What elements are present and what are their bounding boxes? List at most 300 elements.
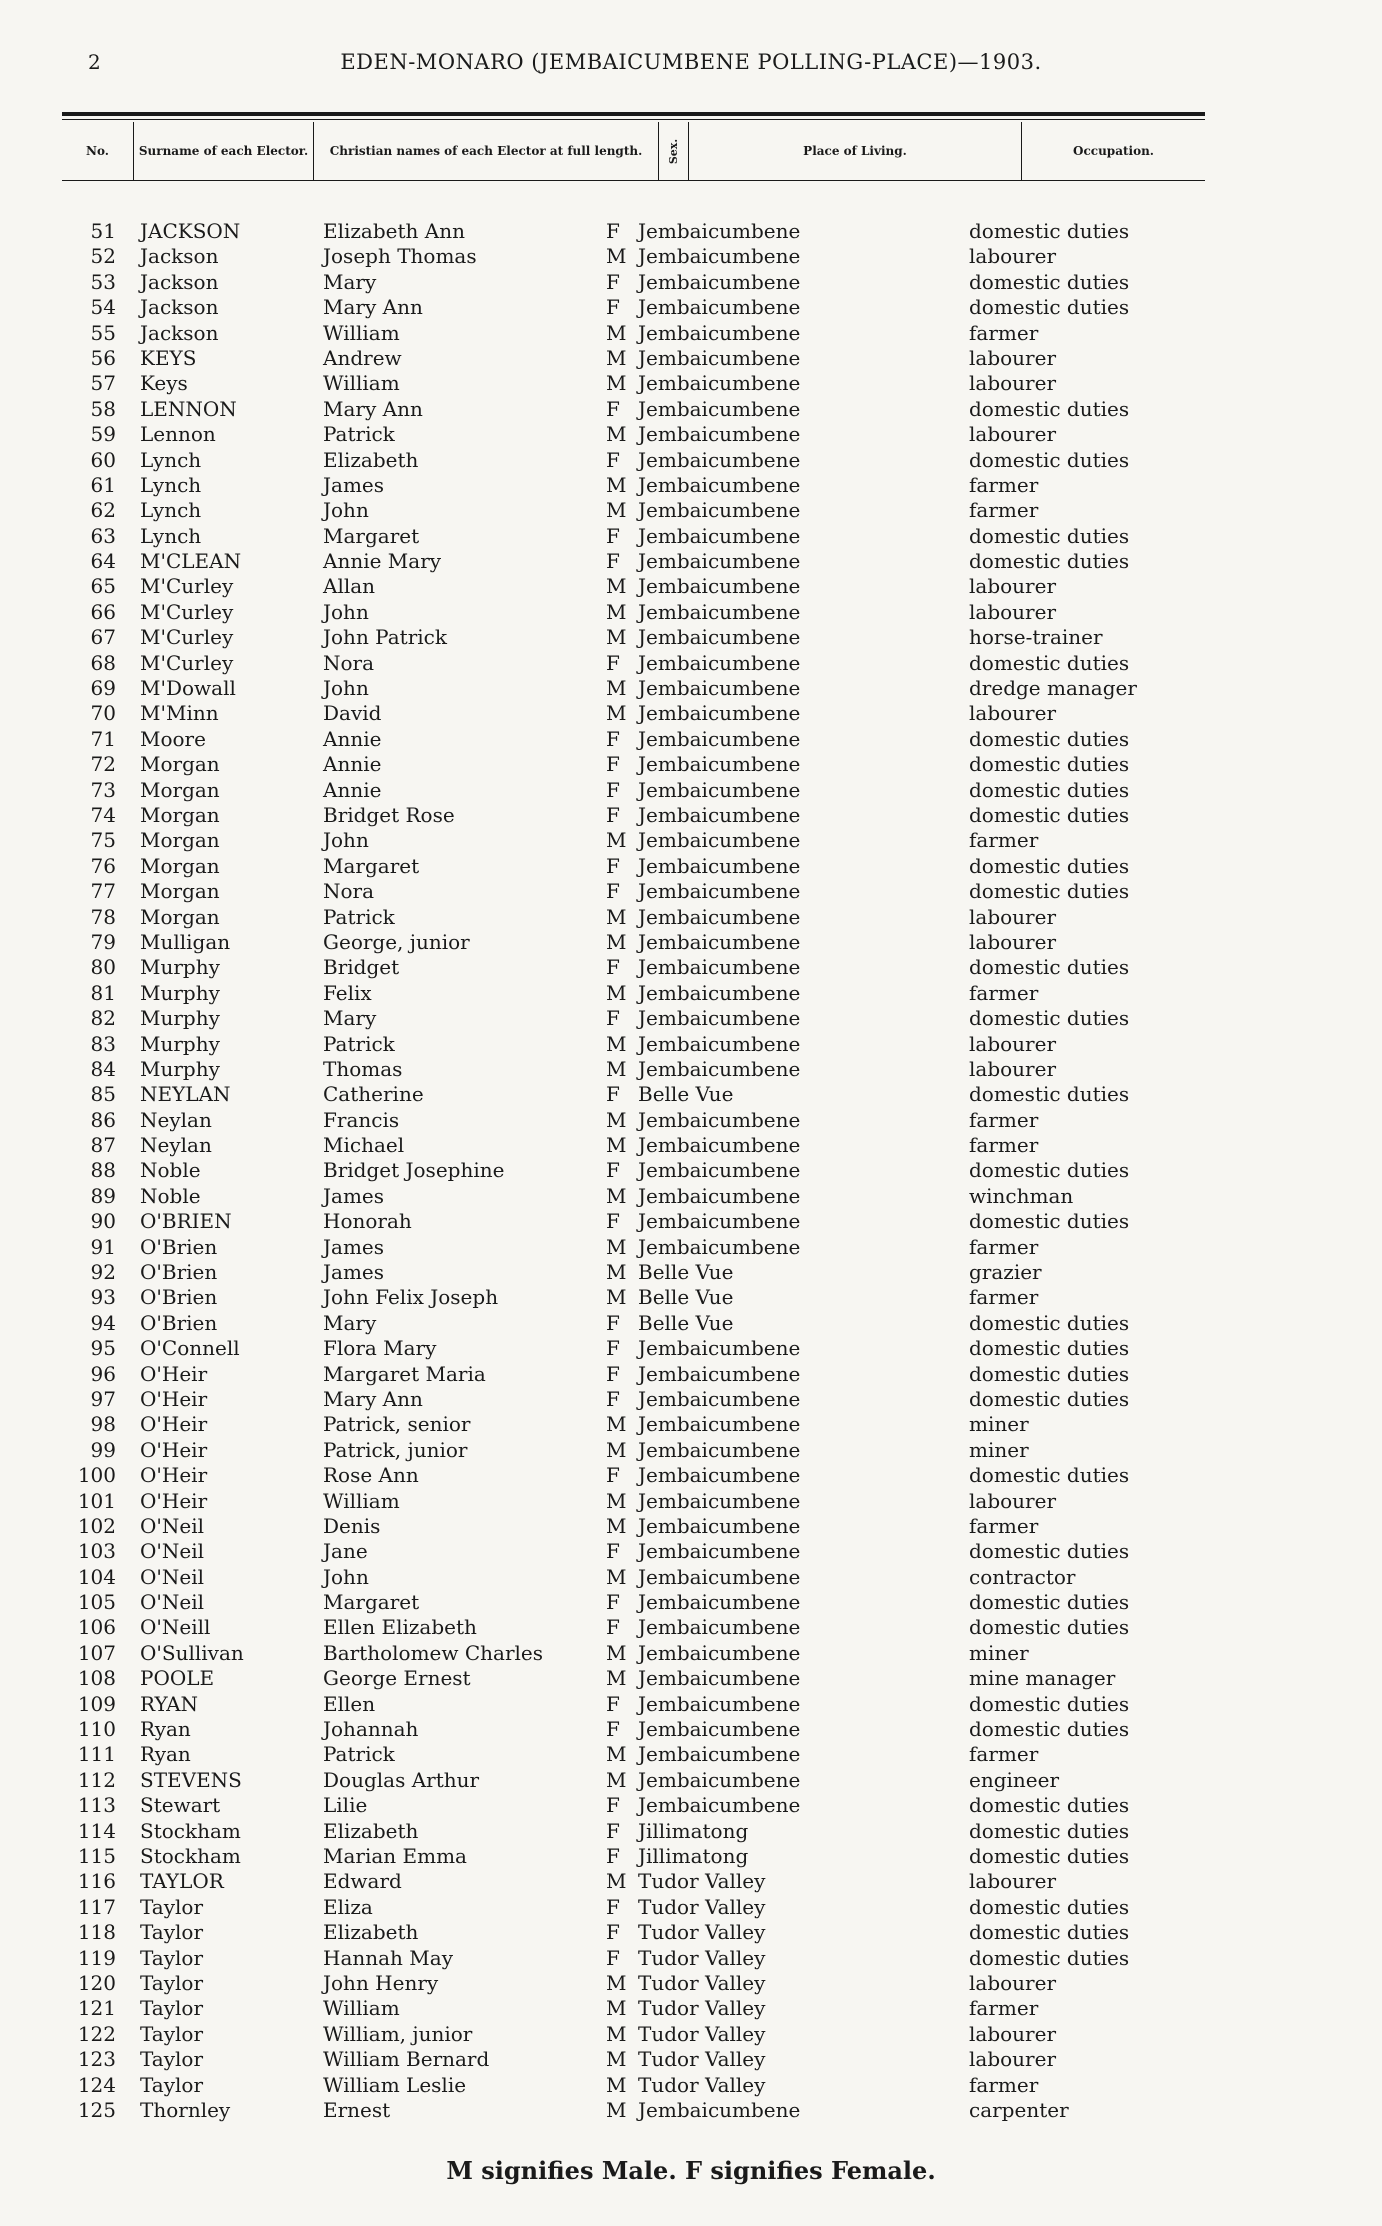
cell-sex: M — [606, 472, 627, 497]
cell-sex: M — [606, 1412, 627, 1437]
table-row — [0, 270, 1382, 295]
cell-surname: Taylor — [140, 1894, 204, 1919]
cell-sex: M — [606, 1107, 627, 1132]
cell-sex: F — [606, 1082, 620, 1107]
cell-christian: George, junior — [323, 929, 470, 954]
table-row — [0, 448, 1382, 473]
table-row — [0, 625, 1382, 650]
cell-surname: Morgan — [140, 752, 220, 777]
cell-occupation: farmer — [969, 1742, 1039, 1767]
cell-occupation: labourer — [969, 1056, 1057, 1081]
cell-christian: Rose Ann — [323, 1463, 419, 1488]
cell-occupation: domestic duties — [969, 955, 1130, 980]
table-row — [0, 321, 1382, 346]
cell-sex: F — [606, 1717, 620, 1742]
cell-place: Jembaicumbene — [638, 802, 801, 827]
cell-surname: O'BRIEN — [140, 1209, 232, 1234]
cell-place: Jembaicumbene — [638, 1234, 801, 1259]
cell-surname: O'Connell — [140, 1336, 240, 1361]
cell-surname: O'Heir — [140, 1412, 208, 1437]
cell-christian: Patrick, senior — [323, 1412, 471, 1437]
cell-surname: Ryan — [140, 1742, 191, 1767]
cell-place: Jembaicumbene — [638, 1513, 801, 1538]
cell-surname: Stockham — [140, 1818, 241, 1843]
cell-place: Jembaicumbene — [638, 1107, 801, 1132]
cell-place: Jembaicumbene — [638, 1640, 801, 1665]
cell-sex: M — [606, 1742, 627, 1767]
cell-occupation: labourer — [969, 1869, 1057, 1894]
cell-place: Tudor Valley — [638, 2072, 766, 2097]
table-row — [0, 244, 1382, 269]
table-row — [0, 701, 1382, 726]
cell-surname: KEYS — [140, 345, 197, 370]
cell-surname: Morgan — [140, 904, 220, 929]
cell-occupation: farmer — [969, 320, 1039, 345]
cell-surname: Jackson — [140, 244, 219, 269]
cell-sex: M — [606, 1869, 627, 1894]
cell-christian: Andrew — [323, 345, 402, 370]
cell-surname: Stockham — [140, 1844, 241, 1868]
cell-occupation: labourer — [969, 345, 1057, 370]
cell-place: Jembaicumbene — [638, 269, 801, 294]
cell-occupation: miner — [969, 1640, 1029, 1665]
table-row — [0, 549, 1382, 574]
cell-occupation: domestic duties — [969, 879, 1130, 904]
cell-occupation: domestic duties — [969, 1793, 1130, 1818]
cell-no: 73 — [90, 777, 116, 802]
cell-sex: M — [606, 2072, 627, 2097]
cell-sex: M — [606, 599, 627, 624]
cell-occupation: labourer — [969, 371, 1057, 396]
cell-no: 93 — [90, 1285, 116, 1310]
cell-surname: M'Dowall — [140, 676, 236, 701]
table-row — [0, 1489, 1382, 1514]
table-row — [0, 1387, 1382, 1412]
cell-surname: Moore — [140, 726, 206, 751]
cell-surname: Murphy — [140, 980, 220, 1005]
cell-christian: James — [323, 472, 385, 497]
cell-surname: Ryan — [140, 1717, 191, 1742]
cell-surname: M'Minn — [140, 701, 219, 726]
cell-sex: F — [606, 549, 620, 574]
cell-christian: David — [323, 701, 382, 726]
cell-sex: F — [606, 853, 620, 878]
cell-sex: M — [606, 625, 627, 650]
cell-no: 77 — [90, 879, 116, 904]
col-header-place: Place of Living. — [689, 122, 1022, 180]
cell-christian: Mary Ann — [323, 396, 423, 421]
cell-sex: F — [606, 295, 620, 320]
cell-christian: Elizabeth — [323, 447, 419, 472]
cell-surname: M'Curley — [140, 625, 234, 650]
cell-sex: F — [606, 1209, 620, 1234]
cell-no: 86 — [90, 1107, 116, 1132]
cell-no: 91 — [90, 1234, 116, 1259]
cell-sex: M — [606, 1031, 627, 1056]
cell-no: 111 — [77, 1742, 116, 1767]
cell-christian: Elizabeth — [323, 1920, 419, 1945]
cell-place: Jembaicumbene — [638, 676, 801, 701]
table-row — [0, 1463, 1382, 1488]
cell-sex: M — [606, 1996, 627, 2021]
cell-place: Jembaicumbene — [638, 726, 801, 751]
cell-place: Jembaicumbene — [638, 980, 801, 1005]
cell-christian: Bartholomew Charles — [323, 1640, 544, 1665]
cell-occupation: domestic duties — [969, 726, 1130, 751]
cell-no: 122 — [77, 2021, 116, 2046]
cell-occupation: labourer — [969, 929, 1057, 954]
cell-no: 92 — [90, 1260, 116, 1285]
cell-no: 123 — [77, 2047, 116, 2072]
cell-christian: William — [323, 371, 400, 396]
cell-no: 62 — [90, 498, 116, 523]
cell-place: Jembaicumbene — [638, 1488, 801, 1513]
cell-surname: O'Neil — [140, 1539, 205, 1564]
cell-sex: M — [606, 1488, 627, 1513]
cell-sex: M — [606, 980, 627, 1005]
cell-surname: Taylor — [140, 1920, 204, 1945]
cell-surname: O'Brien — [140, 1260, 218, 1285]
table-row — [0, 1869, 1382, 1894]
table-row — [0, 1768, 1382, 1793]
cell-place: Jembaicumbene — [638, 219, 801, 243]
cell-sex: F — [606, 1793, 620, 1818]
cell-surname: Noble — [140, 1183, 201, 1208]
table-row — [0, 397, 1382, 422]
cell-occupation: farmer — [969, 1285, 1039, 1310]
cell-sex: F — [606, 1920, 620, 1945]
sex-legend: M signifies Male. F signifies Female. — [446, 2156, 936, 2185]
cell-sex: F — [606, 879, 620, 904]
cell-occupation: domestic duties — [969, 1386, 1130, 1411]
table-row — [0, 1946, 1382, 1971]
cell-no: 51 — [90, 219, 116, 243]
cell-surname: Taylor — [140, 2021, 204, 2046]
cell-place: Jembaicumbene — [638, 1412, 801, 1437]
table-row — [0, 1666, 1382, 1691]
cell-surname: Lynch — [140, 472, 202, 497]
cell-sex: M — [606, 1513, 627, 1538]
cell-christian: Marian Emma — [323, 1844, 467, 1868]
cell-christian: William — [323, 320, 400, 345]
cell-christian: William, junior — [323, 2021, 473, 2046]
cell-christian: John — [323, 599, 369, 624]
cell-sex: F — [606, 1310, 620, 1335]
cell-place: Jembaicumbene — [638, 1539, 801, 1564]
cell-place: Jembaicumbene — [638, 1158, 801, 1183]
cell-occupation: miner — [969, 1412, 1029, 1437]
cell-no: 53 — [90, 269, 116, 294]
cell-sex: M — [606, 1133, 627, 1158]
cell-christian: James — [323, 1234, 385, 1259]
cell-surname: Keys — [140, 371, 188, 396]
cell-sex: F — [606, 219, 620, 243]
cell-no: 74 — [90, 802, 116, 827]
cell-occupation: labourer — [969, 1031, 1057, 1056]
cell-occupation: domestic duties — [969, 1945, 1130, 1970]
cell-christian: Patrick — [323, 1031, 395, 1056]
table-row — [0, 651, 1382, 676]
cell-place: Jembaicumbene — [638, 1666, 801, 1691]
cell-surname: Taylor — [140, 2072, 204, 2097]
cell-surname: LENNON — [140, 396, 237, 421]
cell-no: 79 — [90, 929, 116, 954]
cell-no: 119 — [77, 1945, 116, 1970]
table-row — [0, 2073, 1382, 2098]
cell-no: 55 — [90, 320, 116, 345]
cell-no: 114 — [77, 1818, 116, 1843]
table-row — [0, 1057, 1382, 1082]
cell-sex: F — [606, 1894, 620, 1919]
table-row — [0, 1260, 1382, 1285]
table-row — [0, 1108, 1382, 1133]
cell-no: 103 — [77, 1539, 116, 1564]
cell-occupation: grazier — [969, 1260, 1042, 1285]
cell-place: Jembaicumbene — [638, 1361, 801, 1386]
col-header-occupation: Occupation. — [1073, 143, 1154, 158]
cell-no: 116 — [77, 1869, 116, 1894]
table-row — [0, 2022, 1382, 2047]
cell-surname: O'Heir — [140, 1463, 208, 1488]
cell-place: Jembaicumbene — [638, 1691, 801, 1716]
cell-no: 60 — [90, 447, 116, 472]
cell-christian: John Felix Joseph — [323, 1285, 499, 1310]
cell-occupation: farmer — [969, 2072, 1039, 2097]
table-row — [0, 1362, 1382, 1387]
cell-occupation: domestic duties — [969, 1717, 1130, 1742]
cell-occupation: domestic duties — [969, 1615, 1130, 1640]
cell-occupation: domestic duties — [969, 1310, 1130, 1335]
cell-place: Jembaicumbene — [638, 574, 801, 599]
cell-sex: F — [606, 802, 620, 827]
cell-no: 61 — [90, 472, 116, 497]
cell-no: 78 — [90, 904, 116, 929]
cell-place: Jembaicumbene — [638, 498, 801, 523]
cell-occupation: labourer — [969, 599, 1057, 624]
cell-sex: F — [606, 1818, 620, 1843]
table-row — [0, 473, 1382, 498]
cell-place: Jembaicumbene — [638, 1742, 801, 1767]
cell-occupation: horse-trainer — [969, 625, 1103, 650]
table-row — [0, 930, 1382, 955]
cell-sex: F — [606, 1844, 620, 1868]
cell-christian: Mary Ann — [323, 295, 423, 320]
cell-christian: Mary Ann — [323, 1386, 423, 1411]
cell-surname: Noble — [140, 1158, 201, 1183]
cell-sex: F — [606, 1590, 620, 1615]
cell-occupation: domestic duties — [969, 1590, 1130, 1615]
cell-surname: M'CLEAN — [140, 549, 242, 574]
column-header-row — [62, 122, 1205, 181]
cell-sex: M — [606, 422, 627, 447]
cell-sex: F — [606, 1539, 620, 1564]
cell-sex: F — [606, 752, 620, 777]
table-row — [0, 879, 1382, 904]
cell-place: Belle Vue — [638, 1285, 734, 1310]
cell-occupation: farmer — [969, 980, 1039, 1005]
cell-christian: Margaret — [323, 1590, 420, 1615]
cell-place: Jembaicumbene — [638, 777, 801, 802]
cell-occupation: farmer — [969, 472, 1039, 497]
cell-occupation: farmer — [969, 1107, 1039, 1132]
cell-occupation: contractor — [969, 1564, 1076, 1589]
cell-surname: O'Brien — [140, 1285, 218, 1310]
table-row — [0, 676, 1382, 701]
cell-sex: F — [606, 1945, 620, 1970]
cell-place: Jembaicumbene — [638, 371, 801, 396]
cell-occupation: labourer — [969, 904, 1057, 929]
cell-place: Jembaicumbene — [638, 701, 801, 726]
cell-place: Jembaicumbene — [638, 879, 801, 904]
cell-sex: F — [606, 650, 620, 675]
cell-christian: Ellen Elizabeth — [323, 1615, 477, 1640]
cell-place: Jembaicumbene — [638, 904, 801, 929]
cell-sex: M — [606, 1260, 627, 1285]
cell-no: 63 — [90, 523, 116, 548]
cell-place: Jembaicumbene — [638, 1133, 801, 1158]
cell-christian: Allan — [323, 574, 376, 599]
cell-sex: M — [606, 929, 627, 954]
table-row — [0, 828, 1382, 853]
cell-christian: James — [323, 1183, 385, 1208]
cell-no: 113 — [77, 1793, 116, 1818]
cell-occupation: engineer — [969, 1767, 1060, 1792]
cell-place: Jembaicumbene — [638, 1183, 801, 1208]
cell-sex: M — [606, 1767, 627, 1792]
cell-sex: F — [606, 1463, 620, 1488]
table-row — [0, 1793, 1382, 1818]
cell-sex: F — [606, 1615, 620, 1640]
cell-occupation: domestic duties — [969, 1006, 1130, 1031]
cell-occupation: farmer — [969, 1133, 1039, 1158]
cell-surname: O'Heir — [140, 1437, 208, 1462]
cell-christian: Honorah — [323, 1209, 412, 1234]
cell-occupation: domestic duties — [969, 1209, 1130, 1234]
cell-no: 100 — [77, 1463, 116, 1488]
cell-place: Jembaicumbene — [638, 1437, 801, 1462]
table-row — [0, 1311, 1382, 1336]
cell-surname: Lynch — [140, 523, 202, 548]
cell-no: 80 — [90, 955, 116, 980]
cell-no: 124 — [77, 2072, 116, 2097]
table-row — [0, 803, 1382, 828]
cell-christian: Lilie — [323, 1793, 368, 1818]
table-row — [0, 422, 1382, 447]
cell-place: Jembaicumbene — [638, 295, 801, 320]
table-row — [0, 1819, 1382, 1844]
cell-christian: Bridget Josephine — [323, 1158, 505, 1183]
cell-surname: Morgan — [140, 777, 220, 802]
cell-christian: Nora — [323, 650, 375, 675]
cell-christian: Patrick — [323, 904, 395, 929]
table-row — [0, 346, 1382, 371]
cell-no: 66 — [90, 599, 116, 624]
cell-surname: Mulligan — [140, 929, 231, 954]
cell-no: 102 — [77, 1513, 116, 1538]
cell-sex: M — [606, 2047, 627, 2072]
cell-place: Jembaicumbene — [638, 472, 801, 497]
cell-occupation: domestic duties — [969, 269, 1130, 294]
table-row — [0, 727, 1382, 752]
cell-place: Jembaicumbene — [638, 599, 801, 624]
cell-sex: M — [606, 2097, 627, 2122]
cell-no: 96 — [90, 1361, 116, 1386]
cell-surname: Morgan — [140, 879, 220, 904]
cell-place: Jembaicumbene — [638, 422, 801, 447]
cell-place: Tudor Valley — [638, 1894, 766, 1919]
cell-no: 90 — [90, 1209, 116, 1234]
cell-christian: Patrick, junior — [323, 1437, 468, 1462]
cell-place: Jembaicumbene — [638, 1590, 801, 1615]
cell-occupation: farmer — [969, 1513, 1039, 1538]
table-row — [0, 2047, 1382, 2072]
table-row — [0, 1209, 1382, 1234]
col-header-no: No. — [62, 122, 134, 180]
cell-surname: Morgan — [140, 853, 220, 878]
cell-no: 97 — [90, 1386, 116, 1411]
cell-surname: Neylan — [140, 1133, 212, 1158]
cell-occupation: winchman — [969, 1183, 1074, 1208]
cell-place: Jembaicumbene — [638, 625, 801, 650]
cell-place: Jembaicumbene — [638, 1463, 801, 1488]
cell-christian: Felix — [323, 980, 372, 1005]
table-row — [0, 981, 1382, 1006]
cell-surname: O'Neil — [140, 1564, 205, 1589]
cell-place: Belle Vue — [638, 1260, 734, 1285]
cell-sex: F — [606, 1386, 620, 1411]
cell-occupation: labourer — [969, 2021, 1057, 2046]
cell-no: 64 — [90, 549, 116, 574]
cell-place: Belle Vue — [638, 1082, 734, 1107]
cell-christian: William — [323, 1996, 400, 2021]
cell-occupation: domestic duties — [969, 219, 1130, 243]
cell-occupation: domestic duties — [969, 1158, 1130, 1183]
cell-christian: Annie Mary — [323, 549, 442, 574]
cell-surname: O'Neill — [140, 1615, 211, 1640]
cell-occupation: domestic duties — [969, 1894, 1130, 1919]
cell-christian: Annie — [323, 726, 382, 751]
cell-sex: F — [606, 1006, 620, 1031]
cell-occupation: farmer — [969, 498, 1039, 523]
cell-place: Jembaicumbene — [638, 650, 801, 675]
cell-occupation: farmer — [969, 1996, 1039, 2021]
cell-christian: William Leslie — [323, 2072, 467, 2097]
cell-no: 72 — [90, 752, 116, 777]
cell-christian: John Henry — [323, 1970, 439, 1995]
cell-christian: John — [323, 676, 369, 701]
cell-christian: John — [323, 828, 369, 853]
col-header-christian: Christian names of each Elector at full length. — [314, 122, 659, 180]
cell-place: Jembaicumbene — [638, 1564, 801, 1589]
cell-christian: Hannah May — [323, 1945, 453, 1970]
cell-surname: Lynch — [140, 447, 202, 472]
table-row — [0, 1895, 1382, 1920]
cell-christian: Ernest — [323, 2097, 391, 2122]
cell-sex: F — [606, 1158, 620, 1183]
cell-place: Jembaicumbene — [638, 396, 801, 421]
cell-surname: Neylan — [140, 1107, 212, 1132]
cell-place: Jembaicumbene — [638, 853, 801, 878]
cell-sex: M — [606, 345, 627, 370]
cell-occupation: domestic duties — [969, 1539, 1130, 1564]
cell-christian: Denis — [323, 1513, 381, 1538]
page-title: EDEN-MONARO (JEMBAICUMBENE POLLING-PLACE)—1903. — [340, 50, 1042, 74]
table-row — [0, 1133, 1382, 1158]
cell-sex: M — [606, 1056, 627, 1081]
cell-occupation: domestic duties — [969, 523, 1130, 548]
cell-surname: O'Brien — [140, 1310, 218, 1335]
cell-christian: Thomas — [323, 1056, 403, 1081]
